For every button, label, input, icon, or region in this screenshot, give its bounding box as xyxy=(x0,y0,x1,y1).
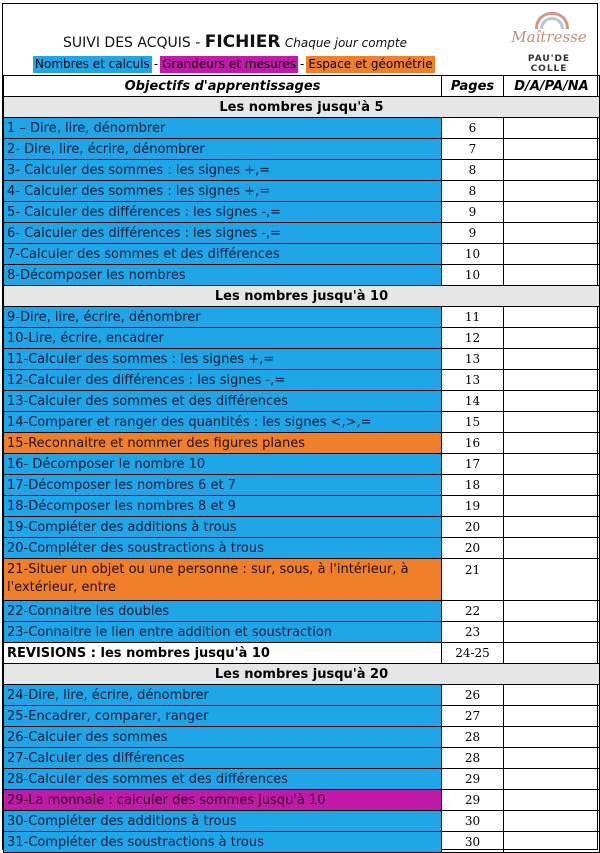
table-row xyxy=(4,181,600,202)
objective-label: 31-Compléter des soustractions à trous xyxy=(4,832,442,853)
objective-label: 16- Décomposer le nombre 10 xyxy=(4,454,442,475)
evaluation-cell[interactable] xyxy=(504,769,600,790)
table-row xyxy=(4,475,600,496)
page-number: 28 xyxy=(442,748,504,769)
objective-label: 22-Connaitre les doubles xyxy=(4,601,442,622)
table-row xyxy=(4,559,600,601)
evaluation-cell[interactable] xyxy=(504,391,600,412)
objective-label: 17-Décomposer les nombres 6 et 7 xyxy=(4,475,442,496)
objective-label: 19-Compléter des additions à trous xyxy=(4,517,442,538)
evaluation-cell[interactable] xyxy=(504,202,600,223)
objective-label: 3- Calculer des sommes : les signes +,= xyxy=(4,160,442,181)
section-title: Les nombres jusqu'à 20 xyxy=(4,664,600,685)
evaluation-cell[interactable] xyxy=(504,370,600,391)
page-number: 28 xyxy=(442,727,504,748)
color-legend xyxy=(33,56,435,73)
table-row xyxy=(4,622,600,643)
objective-label: 6- Calculer des différences : les signes -,= xyxy=(4,223,442,244)
evaluation-cell[interactable] xyxy=(504,559,600,601)
table-row xyxy=(4,706,600,727)
page-number: 17 xyxy=(442,454,504,475)
page-number: 24-25 xyxy=(442,643,504,664)
table-row xyxy=(4,307,600,328)
evaluation-cell[interactable] xyxy=(504,790,600,811)
evaluation-cell[interactable] xyxy=(504,706,600,727)
legend-nombres-calculs: Nombres et calculs xyxy=(35,57,150,71)
table-row xyxy=(4,202,600,223)
objective-label: 29-La monnaie : calculer des sommes jusqu'à 10 xyxy=(4,790,442,811)
table-row xyxy=(4,391,600,412)
table-row xyxy=(4,412,600,433)
table-row xyxy=(4,139,600,160)
page-number: 13 xyxy=(442,370,504,391)
objective-label: 25-Encadrer, comparer, ranger xyxy=(4,706,442,727)
objective-label: 24-Dire, lire, écrire, dénombrer xyxy=(4,685,442,706)
section-row xyxy=(4,97,600,118)
page-number: 26 xyxy=(442,685,504,706)
evaluation-cell[interactable] xyxy=(504,349,600,370)
table-row xyxy=(4,643,600,664)
objective-label: 9-Dire, lire, écrire, dénombrer xyxy=(4,307,442,328)
logo-script: Maîtresse xyxy=(511,28,587,46)
title-main: FICHIER xyxy=(204,32,281,52)
page-number: 30 xyxy=(442,832,504,853)
table-row xyxy=(4,265,600,286)
evaluation-cell[interactable] xyxy=(504,811,600,832)
page-number: 8 xyxy=(442,160,504,181)
objective-label: 11-Calculer des sommes : les signes +,= xyxy=(4,349,442,370)
table-row xyxy=(4,727,600,748)
table-row xyxy=(4,538,600,559)
column-header-evaluation: D/A/PA/NA xyxy=(504,76,600,97)
objective-label: 18-Décomposer les nombres 8 et 9 xyxy=(4,496,442,517)
objective-label: 23-Connaitre le lien entre addition et soustraction xyxy=(4,622,442,643)
objective-label: 8-Décomposer les nombres xyxy=(4,265,442,286)
page-number: 14 xyxy=(442,391,504,412)
table-row xyxy=(4,748,600,769)
evaluation-cell[interactable] xyxy=(504,433,600,454)
legend-separator: - xyxy=(153,57,159,71)
page-number: 16 xyxy=(442,433,504,454)
evaluation-cell[interactable] xyxy=(504,244,600,265)
page-number: 22 xyxy=(442,601,504,622)
evaluation-cell[interactable] xyxy=(504,139,600,160)
objective-label: 27-Calculer des différences xyxy=(4,748,442,769)
table-row xyxy=(4,790,600,811)
page-number: 15 xyxy=(442,412,504,433)
column-header-objectifs: Objectifs d'apprentissages xyxy=(4,76,442,97)
objective-label: 26-Calculer des sommes xyxy=(4,727,442,748)
table-row xyxy=(4,244,600,265)
logo-brand: PAU'DE COLLE xyxy=(527,54,571,74)
objective-label: REVISIONS : les nombres jusqu'à 10 xyxy=(4,643,442,664)
legend-grandeurs-mesures: Grandeurs et mesures xyxy=(162,57,297,71)
evaluation-cell[interactable] xyxy=(504,412,600,433)
evaluation-cell[interactable] xyxy=(504,265,600,286)
section-row xyxy=(4,664,600,685)
objective-label: 5- Calculer des différences : les signes -,= xyxy=(4,202,442,223)
evaluation-cell[interactable] xyxy=(504,727,600,748)
objective-label: 13-Calculer des sommes et des différences xyxy=(4,391,442,412)
table-row xyxy=(4,811,600,832)
page-number: 9 xyxy=(442,202,504,223)
section-title: Les nombres jusqu'à 5 xyxy=(4,97,600,118)
page-number: 11 xyxy=(442,307,504,328)
table-row xyxy=(4,433,600,454)
table-row xyxy=(4,328,600,349)
evaluation-cell[interactable] xyxy=(504,307,600,328)
evaluation-cell[interactable] xyxy=(504,454,600,475)
objective-label: 1 – Dire, lire, dénombrer xyxy=(4,118,442,139)
evaluation-cell[interactable] xyxy=(504,601,600,622)
page-number: 8 xyxy=(442,181,504,202)
page-number: 29 xyxy=(442,790,504,811)
table-row xyxy=(4,517,600,538)
page-number: 27 xyxy=(442,706,504,727)
sheet-title xyxy=(63,32,407,52)
evaluation-cell[interactable] xyxy=(504,181,600,202)
page-number: 13 xyxy=(442,349,504,370)
evaluation-cell[interactable] xyxy=(504,328,600,349)
table-row xyxy=(4,349,600,370)
table-row xyxy=(4,160,600,181)
page-number: 9 xyxy=(442,223,504,244)
brand-logo xyxy=(509,10,589,74)
objective-label: 4- Calculer des sommes : les signes +,= xyxy=(4,181,442,202)
page-number: 30 xyxy=(442,811,504,832)
tracking-sheet xyxy=(2,3,598,850)
evaluation-cell[interactable] xyxy=(504,685,600,706)
table-row xyxy=(4,769,600,790)
table-row xyxy=(4,223,600,244)
legend-espace-geometrie: Espace et géométrie xyxy=(308,57,433,71)
page-number: 12 xyxy=(442,328,504,349)
evaluation-cell[interactable] xyxy=(504,622,600,643)
page-number: 20 xyxy=(442,538,504,559)
objectives-table xyxy=(3,75,600,853)
objective-label: 14-Comparer et ranger des quantités : les signes <,>,= xyxy=(4,412,442,433)
table-row xyxy=(4,454,600,475)
objective-label: 10-Lire, écrire, encadrer xyxy=(4,328,442,349)
evaluation-cell[interactable] xyxy=(504,538,600,559)
table-row xyxy=(4,496,600,517)
table-body xyxy=(4,97,600,853)
evaluation-cell[interactable] xyxy=(504,517,600,538)
page-number: 6 xyxy=(442,118,504,139)
page-number: 19 xyxy=(442,496,504,517)
evaluation-cell[interactable] xyxy=(504,643,600,664)
table-row xyxy=(4,601,600,622)
page-number: 7 xyxy=(442,139,504,160)
objective-label: 7-Calculer des sommes et des différences xyxy=(4,244,442,265)
table-row xyxy=(4,685,600,706)
objective-label: 20-Compléter des soustractions à trous xyxy=(4,538,442,559)
table-row xyxy=(4,832,600,853)
objective-label: 2- Dire, lire, écrire, dénombrer xyxy=(4,139,442,160)
evaluation-cell[interactable] xyxy=(504,118,600,139)
page-number: 23 xyxy=(442,622,504,643)
evaluation-cell[interactable] xyxy=(504,475,600,496)
table-row xyxy=(4,370,600,391)
objective-label: 30-Compléter des additions à trous xyxy=(4,811,442,832)
sheet-header xyxy=(3,4,597,74)
table-row xyxy=(4,118,600,139)
evaluation-cell[interactable] xyxy=(504,748,600,769)
objective-label: 28-Calculer des sommes et des différences xyxy=(4,769,442,790)
column-header-pages: Pages xyxy=(442,76,504,97)
page-number: 10 xyxy=(442,244,504,265)
title-prefix: SUIVI DES ACQUIS - xyxy=(63,35,201,51)
page-number: 29 xyxy=(442,769,504,790)
section-row xyxy=(4,286,600,307)
evaluation-cell[interactable] xyxy=(504,160,600,181)
evaluation-cell[interactable] xyxy=(504,496,600,517)
evaluation-cell[interactable] xyxy=(504,223,600,244)
table-header-row xyxy=(4,76,600,97)
evaluation-cell[interactable] xyxy=(504,832,600,853)
section-title: Les nombres jusqu'à 10 xyxy=(4,286,600,307)
page-number: 10 xyxy=(442,265,504,286)
objective-label: 15-Reconnaitre et nommer des figures planes xyxy=(4,433,442,454)
legend-separator: - xyxy=(300,57,305,71)
page-number: 21 xyxy=(442,559,504,601)
page-number: 18 xyxy=(442,475,504,496)
objective-label: 21-Situer un objet ou une personne : sur, sous, à l'intérieur, à l'extérieur, entre xyxy=(4,559,442,601)
title-suffix: Chaque jour compte xyxy=(284,36,407,50)
objective-label: 12-Calculer des différences : les signes -,= xyxy=(4,370,442,391)
page-number: 20 xyxy=(442,517,504,538)
